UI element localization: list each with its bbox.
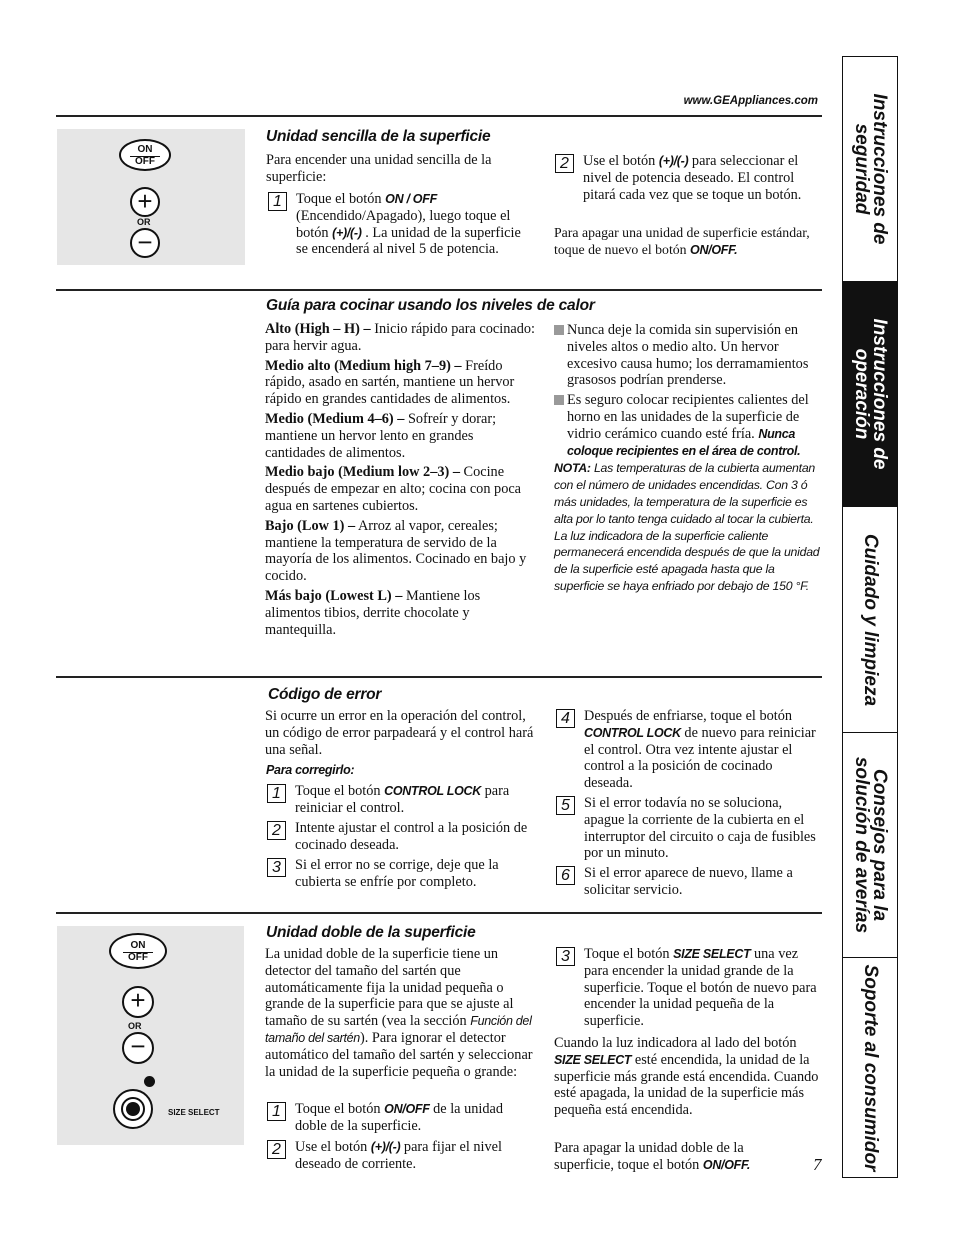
minus-button[interactable]: − — [130, 228, 160, 258]
error-step-3: 3 Si el error no se corrige, deje que la cubierta se enfríe por completo. — [267, 857, 535, 891]
dual-unit-off: Para apagar la unidad doble de la superficie, toque el botón ON/OFF. — [554, 1140, 751, 1173]
step-number: 2 — [555, 154, 574, 173]
heat-bullets — [554, 322, 824, 595]
error-code-title: Código de error — [268, 686, 382, 703]
dual-step-2: 2 Use el botón (+)/(-) para fijar el nivel deseado de corriente. — [267, 1139, 537, 1173]
section-rule — [56, 289, 822, 291]
error-step-1: 1 Toque el botón CONTROL LOCK para reiniciar el control. — [267, 783, 535, 817]
off-label: OFF — [128, 951, 148, 963]
single-unit-title: Unidad sencilla de la superficie — [266, 128, 491, 145]
step-number: 3 — [556, 947, 575, 966]
or-label: OR — [137, 217, 151, 227]
level-low: Bajo (Low 1) – Arroz al vapor, cereales; mantiene la temperatura de servido de la mayoría de los alimentos. Cocinado en bajo y cocido. — [265, 517, 527, 585]
tab-consumer-support[interactable]: Soporte al consumidor — [860, 964, 881, 1171]
error-step-2: 2 Intente ajustar el control a la posición de cocinado deseada. — [267, 820, 535, 854]
dual-unit-title: Unidad doble de la superficie — [266, 924, 476, 941]
step-number: 5 — [556, 796, 575, 815]
section-tabs — [842, 56, 898, 1178]
step-number: 2 — [267, 821, 286, 840]
single-step-2: 2 Use el botón (+)/(-) para seleccionar el nivel de potencia deseado. El control pitará cada vez que se toque un botón. — [555, 153, 820, 203]
plus-button[interactable]: + — [122, 986, 154, 1018]
dual-unit-control-panel — [57, 926, 244, 1145]
step-number: 1 — [267, 1102, 286, 1121]
single-step-1: 1 Toque el botón ON / OFF (Encendido/Apagado), luego toque el botón (+)/(-) . La unidad de la superficie se encenderá al nivel 5 de potencia. — [268, 191, 536, 258]
plus-button[interactable]: + — [130, 187, 160, 217]
tab-care-cleaning[interactable]: Cuidado y limpieza — [843, 507, 897, 733]
size-select-button[interactable] — [113, 1089, 153, 1129]
website-url[interactable]: www.GEAppliances.com — [683, 95, 818, 107]
dual-step-1: 1 Toque el botón ON/OFF de la unidad doble de la superficie. — [267, 1101, 537, 1135]
step-number: 1 — [268, 192, 287, 211]
heat-levels-list — [265, 321, 537, 638]
dual-unit-intro: La unidad doble de la superficie tiene un detector del tamaño del sartén que automáticamente fija la unidad pequeña o grande de la superficie para que se ajuste al tamaño de su sartén (vea la sección Función del tamaño del sartén). Para ignorar el detector automático del tamaño del sartén y seleccionar la unidad de la superficie pequeña o grande: — [265, 946, 533, 1080]
on-label: ON — [137, 144, 153, 155]
fix-label: Para corregirlo: — [266, 763, 355, 777]
error-step-5: 5 Si el error todavía no se soluciona, apague la corriente de la cubierta en el interruptor del circuito o caja de fusibles por un minuto. — [556, 795, 822, 862]
single-unit-control-panel — [57, 129, 245, 265]
heat-guide-title: Guía para cocinar usando los niveles de calor — [266, 297, 595, 314]
bullet-square-icon — [554, 395, 564, 405]
step-number: 3 — [267, 858, 286, 877]
level-medium-low: Medio bajo (Medium low 2–3) – Cocine después de empezar en alto; cocina con poca agua en sartenes cubiertos. — [265, 464, 522, 514]
temperature-note: NOTA: Las temperaturas de la cubierta aumentan con el número de unidades encendidas. Con 3 ó más unidades, la temperatura de la superficie es alta por lo tanto tenga cuidado al tocar la cubierta. La luz indicadora de la superficie caliente permanecerá encendida después de que la unidad de la superficie esté apagada hasta que la superficie se haya enfriado por debajo de 150 °F. — [554, 461, 820, 593]
indicator-light-icon — [144, 1076, 155, 1087]
error-intro: Si ocurre un error en la operación del control, un código de error parpadeará y el control hará una señal. — [265, 708, 534, 758]
level-medium-high: Medio alto (Medium high 7–9) – Freído rápido, asado en sartén, mantiene un hervor rápido en grandes cantidades de alimentos. — [265, 357, 515, 408]
minus-button[interactable]: − — [122, 1032, 154, 1064]
step-number: 4 — [556, 709, 575, 728]
level-lowest: Más bajo (Lowest L) – Mantiene los alimentos tibios, derrite chocolate y mantequilla. — [265, 587, 481, 638]
step-number: 1 — [267, 784, 286, 803]
on-off-button[interactable] — [119, 139, 171, 171]
level-high: Alto (High – H) – Inicio rápido para cocinado: para hervir agua. — [265, 321, 535, 354]
tab-troubleshooting[interactable]: Consejos para la solución de averías — [843, 733, 897, 958]
section-rule — [56, 676, 822, 678]
single-unit-off: Para apagar una unidad de superficie estándar, toque de nuevo el botón ON/OFF. — [554, 225, 810, 257]
size-select-ring-icon — [121, 1097, 145, 1121]
level-medium: Medio (Medium 4–6) – Sofreír y dorar; mantiene un hervor lento en grandes cantidades de alimentos. — [265, 410, 497, 461]
tab-operating-instructions[interactable]: Instrucciones de operación — [843, 282, 897, 507]
dual-step-3: 3 Toque el botón SIZE SELECT una vez para encender la unidad grande de la superficie. Toque el botón de nuevo para encender la unidad pequeña de la superficie. — [556, 946, 822, 1030]
error-step-6: 6 Si el error aparece de nuevo, llame a solicitar servicio. — [556, 865, 822, 899]
bullet-square-icon — [554, 325, 564, 335]
size-select-label: SIZE SELECT — [168, 1108, 220, 1117]
single-unit-intro: Para encender una unidad sencilla de la superficie: — [266, 152, 492, 185]
step-number: 6 — [556, 866, 575, 885]
on-label: ON — [130, 940, 146, 951]
off-label: OFF — [135, 155, 155, 167]
page-number: 7 — [813, 1155, 822, 1174]
header-rule — [56, 115, 822, 117]
on-off-button[interactable] — [109, 933, 167, 969]
bullet-supervision: Nunca deje la comida sin supervisión en niveles altos o medio alto. Un hervor excesivo causa humo; los derramamientos grasosos podrían prenderse. — [554, 322, 824, 389]
bullet-hot-pans: Es seguro colocar recipientes calientes del horno en las unidades de la superficie de vidrio cerámico cuando esté fría. Nunca coloque recipientes en el área de control. — [554, 392, 824, 459]
tab-safety-instructions[interactable]: Instrucciones de seguridad — [843, 57, 897, 282]
section-rule — [56, 912, 822, 914]
error-step-4: 4 Después de enfriarse, toque el botón CONTROL LOCK de nuevo para reiniciar el control. Otra vez intente ajustar el control a la posición de cocinado deseada. — [556, 708, 822, 792]
step-number: 2 — [267, 1140, 286, 1159]
or-label: OR — [128, 1021, 142, 1031]
indicator-explanation: Cuando la luz indicadora al lado del botón SIZE SELECT esté encendida, la unidad de la superficie más grande está encendida. Cuando esté apagada, la unidad de la superficie más pequeña está encendida. — [554, 1035, 819, 1119]
